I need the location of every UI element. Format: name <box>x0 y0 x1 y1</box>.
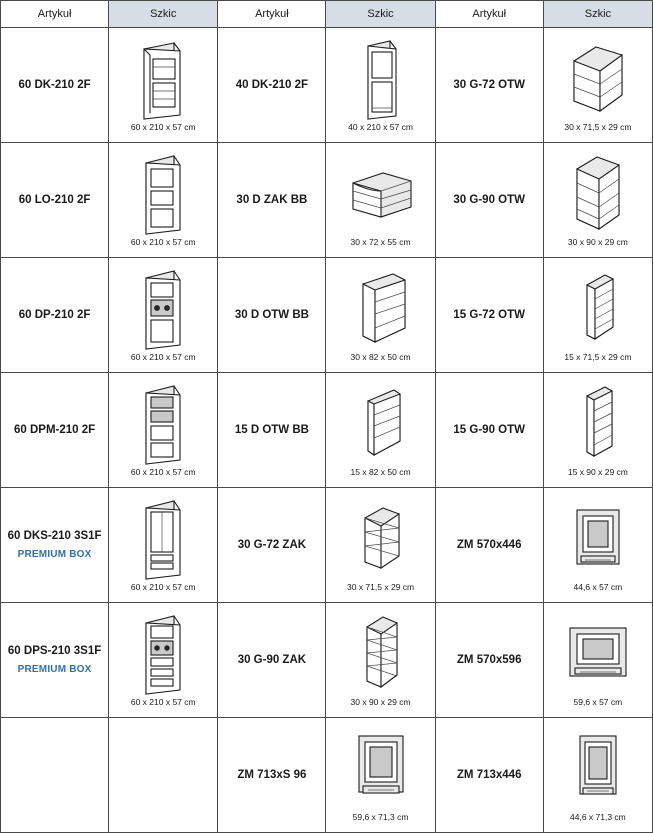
article-name: ZM 713xS 96 <box>237 768 307 781</box>
article-name: 15 D OTW BB <box>234 423 309 436</box>
article-name: 30 G-90 ZAK <box>237 653 307 666</box>
sketch-cell <box>109 28 218 143</box>
sketch-cell <box>109 373 218 488</box>
sketch-cell <box>109 143 218 258</box>
tall-oven-microwave-icon <box>109 382 217 468</box>
article-name: ZM 713x446 <box>456 768 522 781</box>
article-cell-empty <box>1 718 109 833</box>
sketch-cell <box>543 258 652 373</box>
dimension-label: 44,6 x 71,3 cm <box>570 811 626 822</box>
tall-cabinet-narrow-icon <box>326 37 434 123</box>
column-header-article-2: Artykuł <box>218 1 326 28</box>
sketch-cell <box>543 143 652 258</box>
sketch-cell <box>543 488 652 603</box>
article-name: 60 DPM-210 2F <box>13 423 96 436</box>
dimension-label: 60 x 210 x 57 cm <box>130 351 196 362</box>
open-base-slim-icon <box>326 382 434 468</box>
article-cell <box>1 258 109 373</box>
dimension-label: 60 x 210 x 57 cm <box>130 466 196 477</box>
sketch-cell <box>326 718 435 833</box>
article-name: 15 G-90 OTW <box>453 423 525 436</box>
article-cell <box>1 373 109 488</box>
article-name: 60 DKS-210 3S1F <box>7 529 102 542</box>
article-cell <box>218 373 326 488</box>
sketch-cell <box>109 603 218 718</box>
tall-cabinet-drawers-icon <box>109 497 217 583</box>
article-name: 30 G-90 OTW <box>453 193 525 206</box>
article-cell <box>218 718 326 833</box>
open-wall-unit-icon <box>544 37 652 123</box>
column-header-sketch-1: Szkic <box>109 1 218 28</box>
sketch-cell <box>326 488 435 603</box>
open-base-unit-icon <box>326 267 434 353</box>
table-row <box>1 373 653 488</box>
dimension-label: 44,6 x 57 cm <box>573 581 623 592</box>
curved-wall-unit-icon <box>326 497 434 583</box>
premium-badge: PREMIUM BOX <box>17 548 92 560</box>
dimension-label: 60 x 210 x 57 cm <box>130 581 196 592</box>
article-name: ZM 570x446 <box>456 538 522 551</box>
table-row <box>1 603 653 718</box>
article-name: 60 DP-210 2F <box>18 308 91 321</box>
table-row <box>1 488 653 603</box>
column-header-sketch-2: Szkic <box>326 1 435 28</box>
dimension-label: 60 x 210 x 57 cm <box>130 236 196 247</box>
dimension-label: 60 x 210 x 57 cm <box>130 121 196 132</box>
article-name: 60 DPS-210 3S1F <box>7 644 102 657</box>
dimension-label: 59,6 x 71,3 cm <box>352 811 409 822</box>
article-cell <box>1 488 109 603</box>
article-cell <box>218 28 326 143</box>
column-header-article-1: Artykuł <box>1 1 109 28</box>
article-cell <box>435 718 543 833</box>
table-row <box>1 718 653 833</box>
article-cell <box>435 488 543 603</box>
sketch-cell <box>543 718 652 833</box>
sketch-cell <box>109 258 218 373</box>
tall-oven-drawers-icon <box>109 612 217 698</box>
article-cell <box>1 603 109 718</box>
dishwasher-front-icon <box>544 497 652 583</box>
article-name: 60 DK-210 2F <box>18 78 91 91</box>
tall-oven-cabinet-icon <box>109 267 217 353</box>
sketch-cell <box>326 28 435 143</box>
article-name: 30 D ZAK BB <box>236 193 308 206</box>
table-header-row <box>1 1 653 28</box>
dimension-label: 59,6 x 57 cm <box>573 696 623 707</box>
article-cell <box>1 28 109 143</box>
table-row <box>1 143 653 258</box>
sketch-cell <box>543 28 652 143</box>
article-cell <box>218 488 326 603</box>
sketch-cell-empty <box>109 718 218 833</box>
column-header-sketch-3: Szkic <box>543 1 652 28</box>
dishwasher-front-tall-narrow-icon <box>544 727 652 813</box>
dimension-label: 15 x 71,5 x 29 cm <box>564 351 632 362</box>
article-name: 60 LO-210 2F <box>18 193 91 206</box>
article-name: ZM 570x596 <box>456 653 522 666</box>
tall-fridge-cabinet-icon <box>109 152 217 238</box>
dimension-label: 15 x 90 x 29 cm <box>567 466 628 477</box>
sketch-cell <box>109 488 218 603</box>
sketch-cell <box>543 373 652 488</box>
article-cell <box>1 143 109 258</box>
dimension-label: 30 x 71,5 x 29 cm <box>347 581 415 592</box>
article-cell <box>218 143 326 258</box>
table-row <box>1 258 653 373</box>
article-name: 30 D OTW BB <box>234 308 309 321</box>
dimension-label: 30 x 72 x 55 cm <box>350 236 411 247</box>
dishwasher-front-tall-icon <box>326 727 434 813</box>
article-cell <box>435 603 543 718</box>
article-cell <box>435 258 543 373</box>
sketch-cell <box>326 143 435 258</box>
curved-wall-tall-icon <box>326 612 434 698</box>
table-row <box>1 28 653 143</box>
sketch-cell <box>543 603 652 718</box>
dimension-label: 30 x 82 x 50 cm <box>350 351 411 362</box>
dimension-label: 60 x 210 x 57 cm <box>130 696 196 707</box>
open-wall-slim-icon <box>544 267 652 353</box>
article-cell <box>218 258 326 373</box>
premium-badge: PREMIUM BOX <box>17 663 92 675</box>
column-header-article-3: Artykuł <box>435 1 543 28</box>
sketch-cell <box>326 258 435 373</box>
sketch-cell <box>326 603 435 718</box>
open-wall-slim-tall-icon <box>544 382 652 468</box>
curved-open-base-icon <box>326 152 434 238</box>
dimension-label: 40 x 210 x 57 cm <box>348 121 413 132</box>
article-cell <box>218 603 326 718</box>
article-name: 30 G-72 OTW <box>453 78 525 91</box>
dimension-label: 30 x 90 x 29 cm <box>567 236 628 247</box>
article-name: 30 G-72 ZAK <box>237 538 307 551</box>
open-wall-unit-tall-icon <box>544 152 652 238</box>
dimension-label: 30 x 71,5 x 29 cm <box>564 121 632 132</box>
tall-cabinet-2door-icon <box>109 37 217 123</box>
dishwasher-front-wide-icon <box>544 612 652 698</box>
dimension-label: 15 x 82 x 50 cm <box>350 466 411 477</box>
sketch-cell <box>326 373 435 488</box>
article-name: 40 DK-210 2F <box>235 78 308 91</box>
article-cell <box>435 28 543 143</box>
article-cell <box>435 143 543 258</box>
article-cell <box>435 373 543 488</box>
dimension-label: 30 x 90 x 29 cm <box>350 696 411 707</box>
article-name: 15 G-72 OTW <box>453 308 525 321</box>
